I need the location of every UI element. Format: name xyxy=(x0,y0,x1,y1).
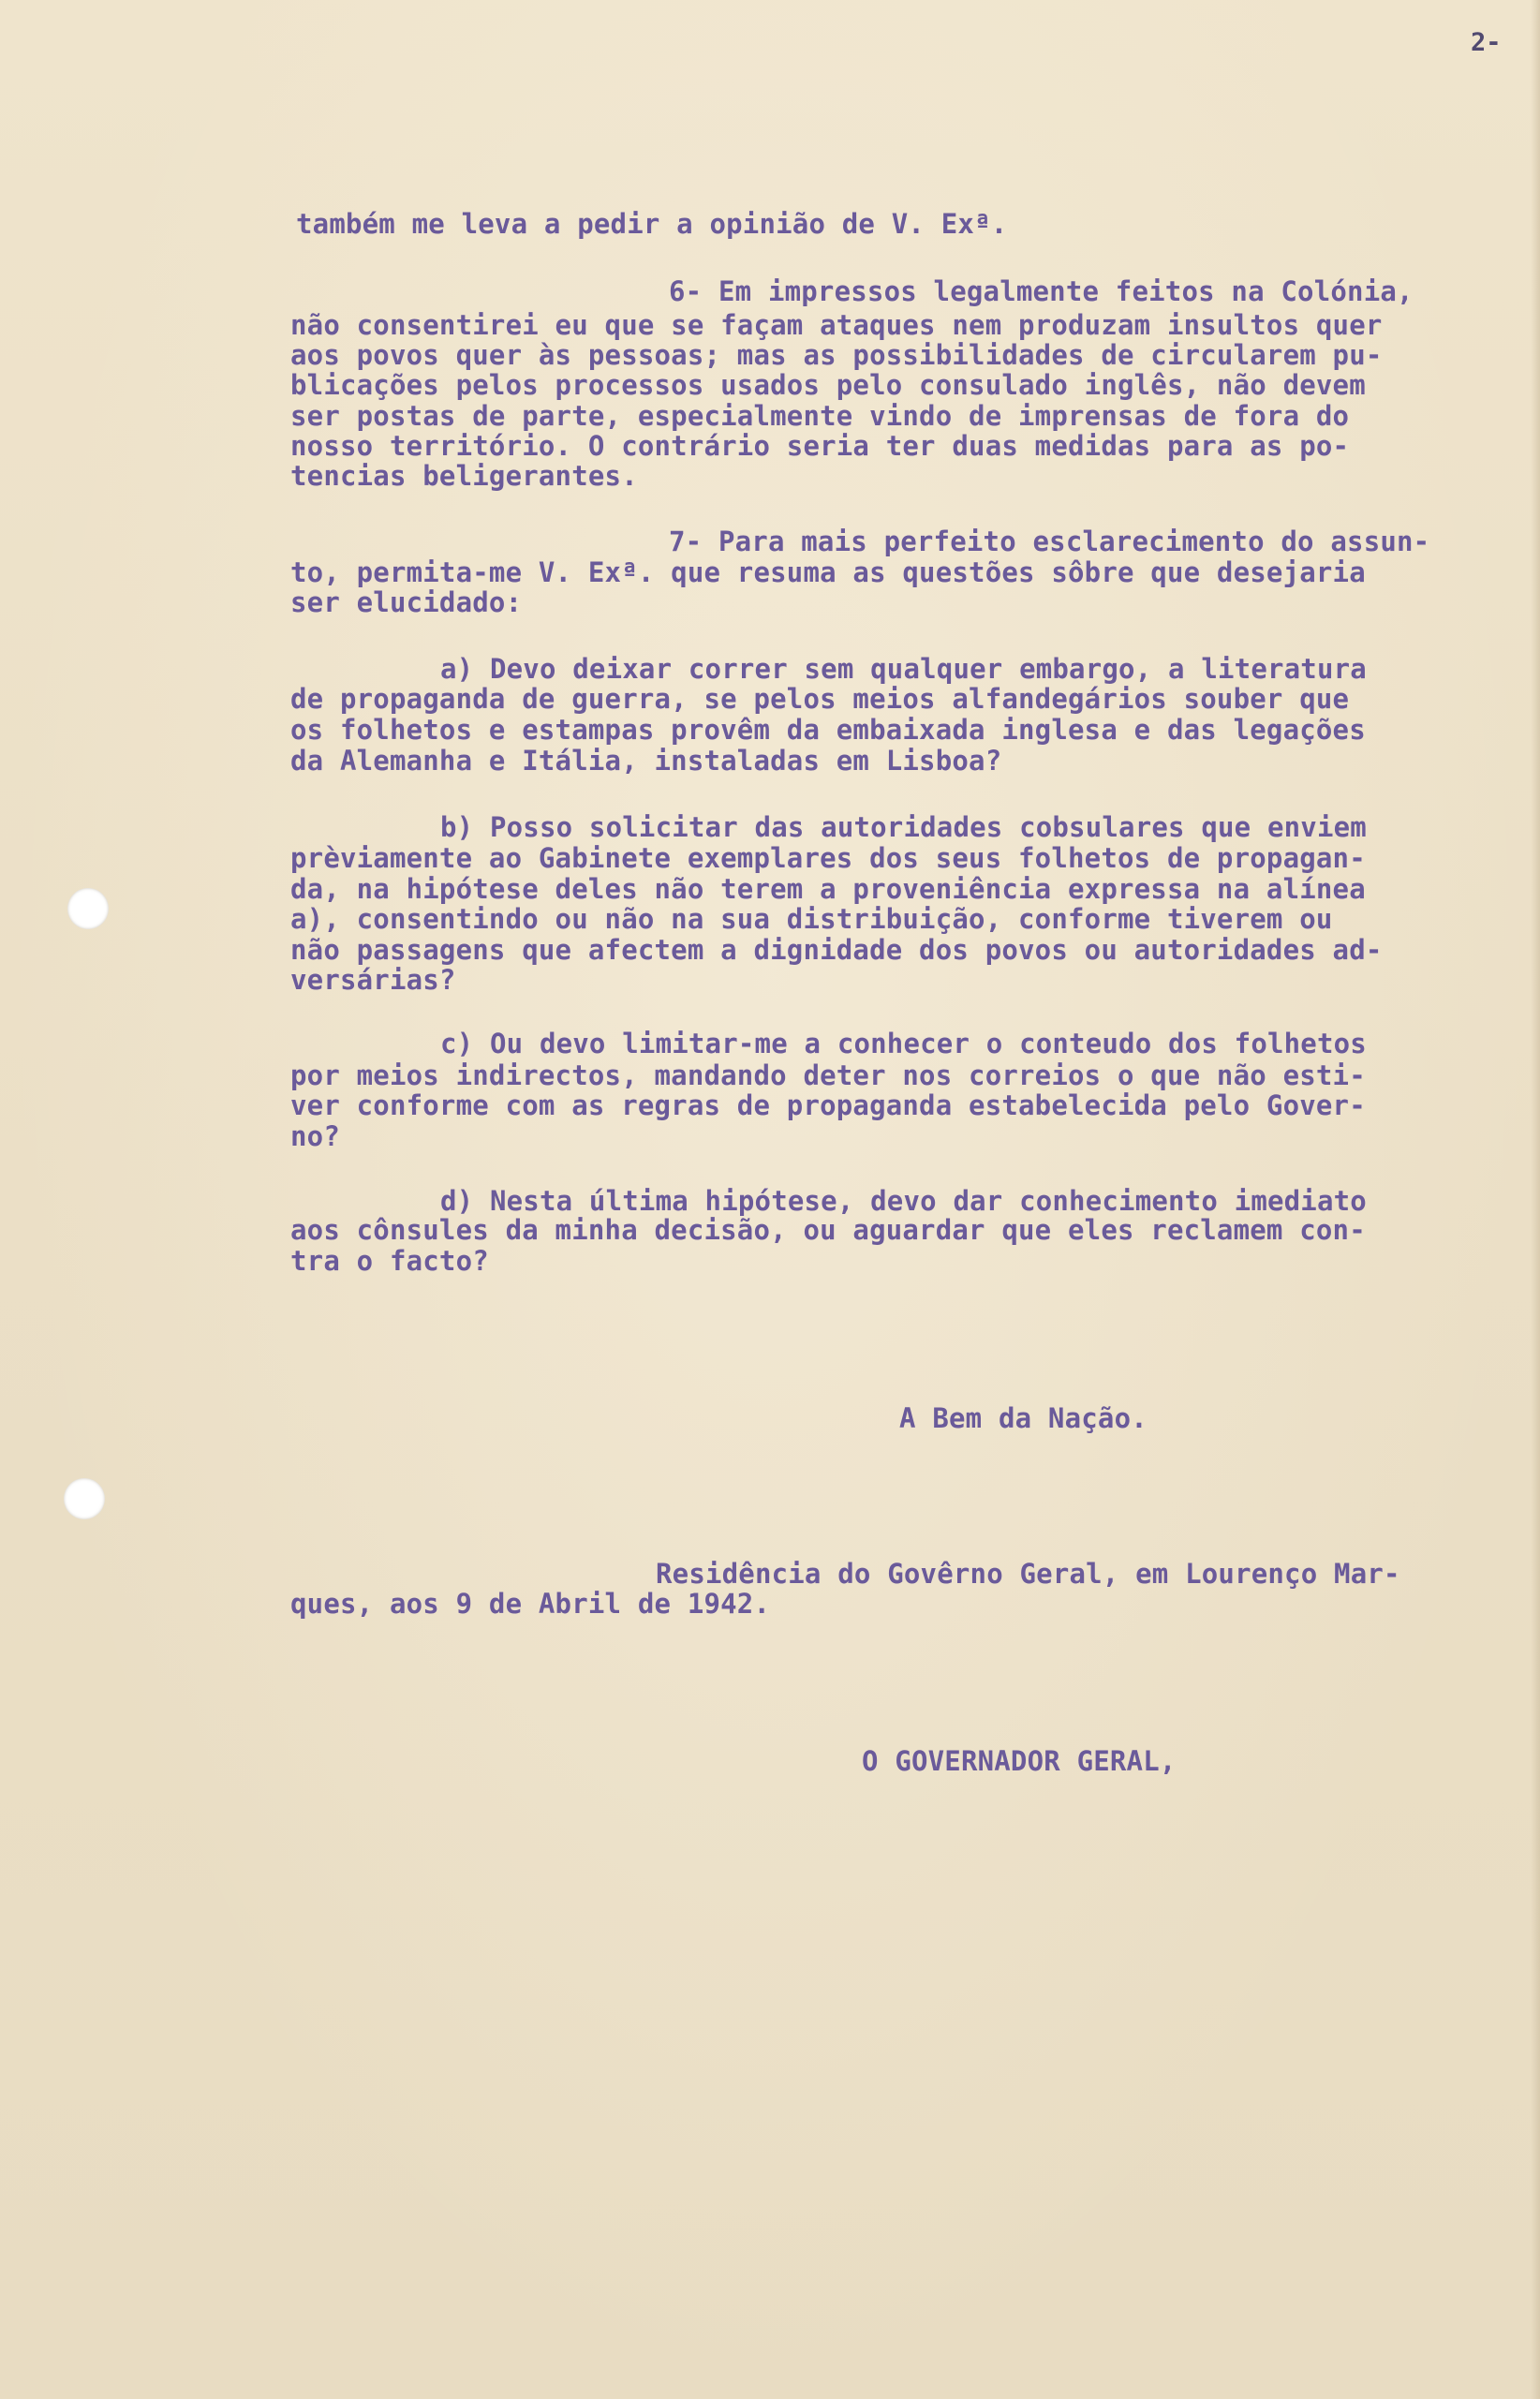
item-d-line: tra o facto? xyxy=(290,1245,489,1277)
paragraph-7-line: 7- Para mais perfeito esclarecimento do assun- xyxy=(669,526,1430,557)
paragraph-6-line: tencias beligerantes. xyxy=(290,460,638,492)
paragraph-6-line: nosso território. O contrário seria ter duas medidas para as po- xyxy=(290,430,1350,462)
closing-salutation: A Bem da Nação. xyxy=(899,1402,1148,1434)
item-a-line: de propaganda de guerra, se pelos meios alfandegários souber que xyxy=(290,683,1350,715)
item-b-line: não passagens que afectem a dignidade dos povos ou autoridades ad- xyxy=(290,934,1383,966)
item-a-line: os folhetos e estampas provêm da embaixada inglesa e das legações xyxy=(290,714,1366,746)
item-c-line: no? xyxy=(290,1120,340,1152)
paragraph-6-line: 6- Em impressos legalmente feitos na Colónia, xyxy=(669,275,1414,307)
item-b-line: da, na hipótese deles não terem a proveniência expressa na alínea xyxy=(290,873,1366,905)
page-number: 2- xyxy=(1471,28,1502,57)
item-b-line: b) Posso solicitar das autoridades cobsulares que enviem xyxy=(440,811,1367,843)
item-a-line: da Alemanha e Itália, instaladas em Lisboa? xyxy=(290,745,1002,777)
paragraph-6-line: blicações pelos processos usados pelo consulado inglês, não devem xyxy=(290,369,1366,401)
item-c-line: por meios indirectos, mandando deter nos correios o que não esti- xyxy=(290,1059,1366,1091)
item-b-line: versárias? xyxy=(290,964,456,996)
item-d-line: d) Nesta última hipótese, devo dar conhecimento imediato xyxy=(440,1185,1367,1217)
place-date-line: Residência do Govêrno Geral, em Lourenço Mar- xyxy=(656,1558,1400,1590)
item-a-line: a) Devo deixar correr sem qualquer embargo, a literatura xyxy=(440,653,1367,685)
place-date-line: ques, aos 9 de Abril de 1942. xyxy=(290,1588,771,1620)
signature-title: O GOVERNADOR GERAL, xyxy=(862,1745,1177,1777)
item-c-line: c) Ou devo limitar-me a conhecer o conteudo dos folhetos xyxy=(440,1028,1367,1059)
paragraph-6-line: ser postas de parte, especialmente vindo de imprensas de fora do xyxy=(290,400,1350,432)
paper-edge xyxy=(1531,0,1540,2399)
paragraph-7-line: ser elucidado: xyxy=(290,586,523,618)
paragraph-7-line: to, permita-me V. Exª. que resuma as questões sôbre que desejaria xyxy=(290,556,1366,588)
item-c-line: ver conforme com as regras de propaganda estabelecida pelo Gover- xyxy=(290,1089,1366,1121)
item-d-line: aos cônsules da minha decisão, ou aguardar que eles reclamem con- xyxy=(290,1214,1366,1246)
opening-line: também me leva a pedir a opinião de V. Exª. xyxy=(296,208,1008,240)
punch-hole-bottom xyxy=(64,1478,105,1519)
item-b-line: prèviamente ao Gabinete exemplares dos seus folhetos de propagan- xyxy=(290,842,1366,874)
paragraph-6-line: aos povos quer às pessoas; mas as possibilidades de circularem pu- xyxy=(290,339,1383,371)
item-b-line: a), consentindo ou não na sua distribuição, conforme tiverem ou xyxy=(290,903,1333,935)
paragraph-6-line: não consentirei eu que se façam ataques nem produzam insultos quer xyxy=(290,309,1383,341)
punch-hole-top xyxy=(67,888,109,929)
